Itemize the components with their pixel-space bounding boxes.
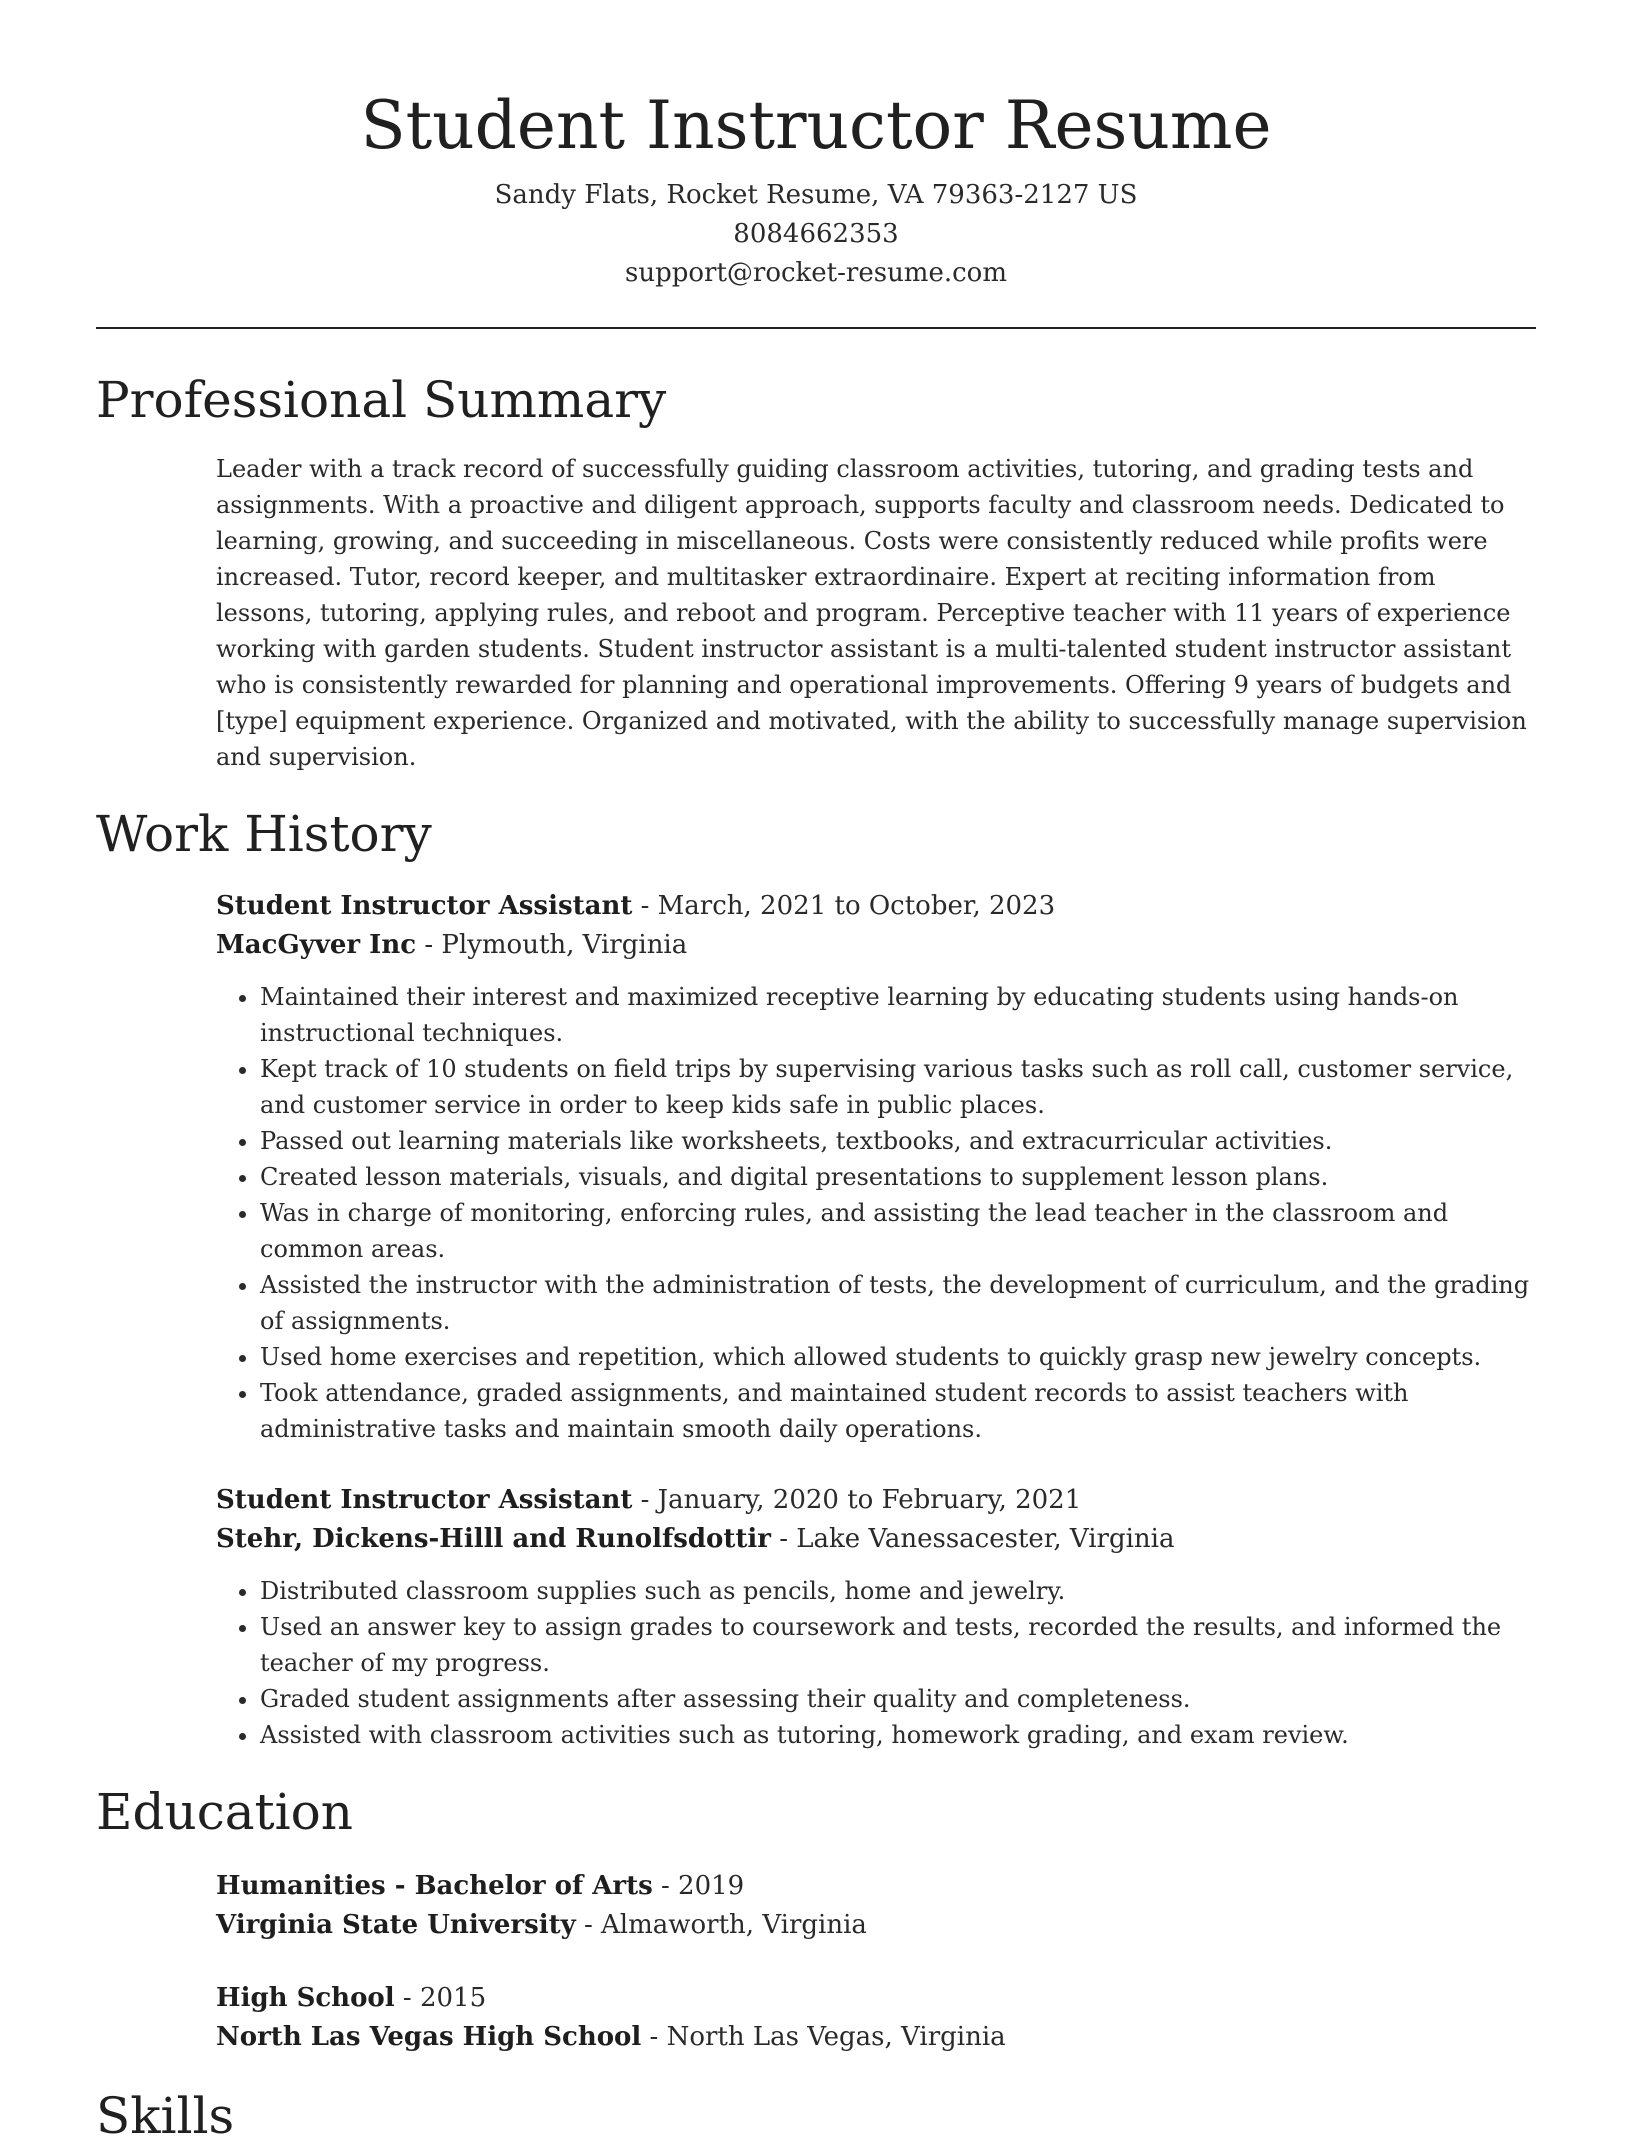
resume-page: [96, 0, 1536, 2147]
list-item: • Used home exercises and repetition, which allowed students to quickly grasp new jewelry concepts.: [260, 1339, 1536, 1375]
job-location: - Lake Vanessacester, Virginia: [770, 1524, 1175, 1554]
education-degree: High School: [216, 1983, 395, 2013]
list-item: • Graded student assignments after assessing their quality and completeness.: [260, 1681, 1536, 1717]
work-history-section: [216, 887, 1536, 1753]
job-title-line: [216, 887, 1536, 926]
contact-email: support@rocket-resume.com: [624, 258, 1007, 288]
education-year: - 2019: [652, 1871, 745, 1901]
list-item: • Assisted with classroom activities such as tutoring, homework grading, and exam review.: [260, 1717, 1536, 1753]
job-dates: - January, 2020 to February, 2021: [632, 1485, 1082, 1515]
education-school-line: [216, 2018, 1536, 2057]
resume-title: Student Instructor Resume: [360, 87, 1272, 164]
contact-address: Sandy Flats, Rocket Resume, VA 79363-2127 US: [494, 180, 1138, 210]
education-location: - Almaworth, Virginia: [575, 1910, 867, 1940]
education-entry: [216, 1867, 1536, 1945]
education-location: - North Las Vegas, Virginia: [641, 2022, 1006, 2052]
education-school: North Las Vegas High School: [216, 2022, 642, 2052]
contact-block: [96, 176, 1536, 293]
education-degree: Humanities - Bachelor of Arts: [216, 1871, 653, 1901]
job-bullet-list: [216, 979, 1536, 1447]
contact-phone: 8084662353: [733, 219, 899, 249]
job-title-line: [216, 1481, 1536, 1520]
list-item: • Was in charge of monitoring, enforcing rules, and assisting the lead teacher in the classroom and common areas.: [260, 1195, 1536, 1267]
job-role: Student Instructor Assistant: [216, 1485, 633, 1515]
education-school-line: [216, 1906, 1536, 1945]
job-bullet-list: [216, 1573, 1536, 1753]
header-divider: [96, 327, 1536, 329]
list-item: • Kept track of 10 students on field trips by supervising various tasks such as roll call, customer service, and customer service in order to keep kids safe in public places.: [260, 1051, 1536, 1123]
job-location: - Plymouth, Virginia: [416, 930, 688, 960]
job-role: Student Instructor Assistant: [216, 891, 633, 921]
list-item: • Passed out learning materials like worksheets, textbooks, and extracurricular activities.: [260, 1123, 1536, 1159]
job-company-line: [216, 926, 1536, 965]
job-entry: [216, 1481, 1536, 1753]
summary-text: Leader with a track record of successfully guiding classroom activities, tutoring, and grading tests and assignments. With a proactive and diligent approach, supports faculty and classroom needs. Dedicated to learning, growing, and succeeding in miscellaneous. Costs were consistently reduced while profits were increased. Tutor, record keeper, and multitasker extraordinaire. Expert at reciting information from lessons, tutoring, applying rules, and reboot and program. Perceptive teacher with 11 years of experience working with garden students. Student instructor assistant is a multi-talented student instructor assistant who is consistently rewarded for planning and operational improvements. Offering 9 years of budgets and [type] equipment experience. Organized and motivated, with the ability to successfully manage supervision and supervision.: [216, 455, 1527, 771]
job-company: Stehr, Dickens-Hilll and Runolfsdottir: [216, 1524, 771, 1554]
list-item: • Took attendance, graded assignments, and maintained student records to assist teachers with administrative tasks and maintain smooth daily operations.: [260, 1375, 1536, 1447]
work-history-heading: Work History: [96, 805, 432, 863]
job-dates: - March, 2021 to October, 2023: [632, 891, 1056, 921]
education-degree-line: [216, 1979, 1536, 2018]
skills-heading: Skills: [96, 2087, 235, 2145]
list-item: • Distributed classroom supplies such as pencils, home and jewelry.: [260, 1573, 1536, 1609]
education-section: [216, 1867, 1536, 2057]
list-item: • Assisted the instructor with the administration of tests, the development of curriculum, and the grading of assignments.: [260, 1267, 1536, 1339]
list-item: • Maintained their interest and maximized receptive learning by educating students using hands-on instructional techniques.: [260, 979, 1536, 1051]
education-degree-line: [216, 1867, 1536, 1906]
summary-heading: Professional Summary: [96, 371, 667, 429]
summary-section: [216, 451, 1536, 775]
resume-header: [96, 0, 1536, 293]
education-year: - 2015: [394, 1983, 487, 2013]
list-item: • Used an answer key to assign grades to coursework and tests, recorded the results, and informed the teacher of my progress.: [260, 1609, 1536, 1681]
job-company: MacGyver Inc: [216, 930, 417, 960]
job-company-line: [216, 1520, 1536, 1559]
education-school: Virginia State University: [216, 1910, 576, 1940]
education-heading: Education: [96, 1783, 353, 1841]
education-entry: [216, 1979, 1536, 2057]
job-entry: [216, 887, 1536, 1447]
list-item: • Created lesson materials, visuals, and digital presentations to supplement lesson plans.: [260, 1159, 1536, 1195]
